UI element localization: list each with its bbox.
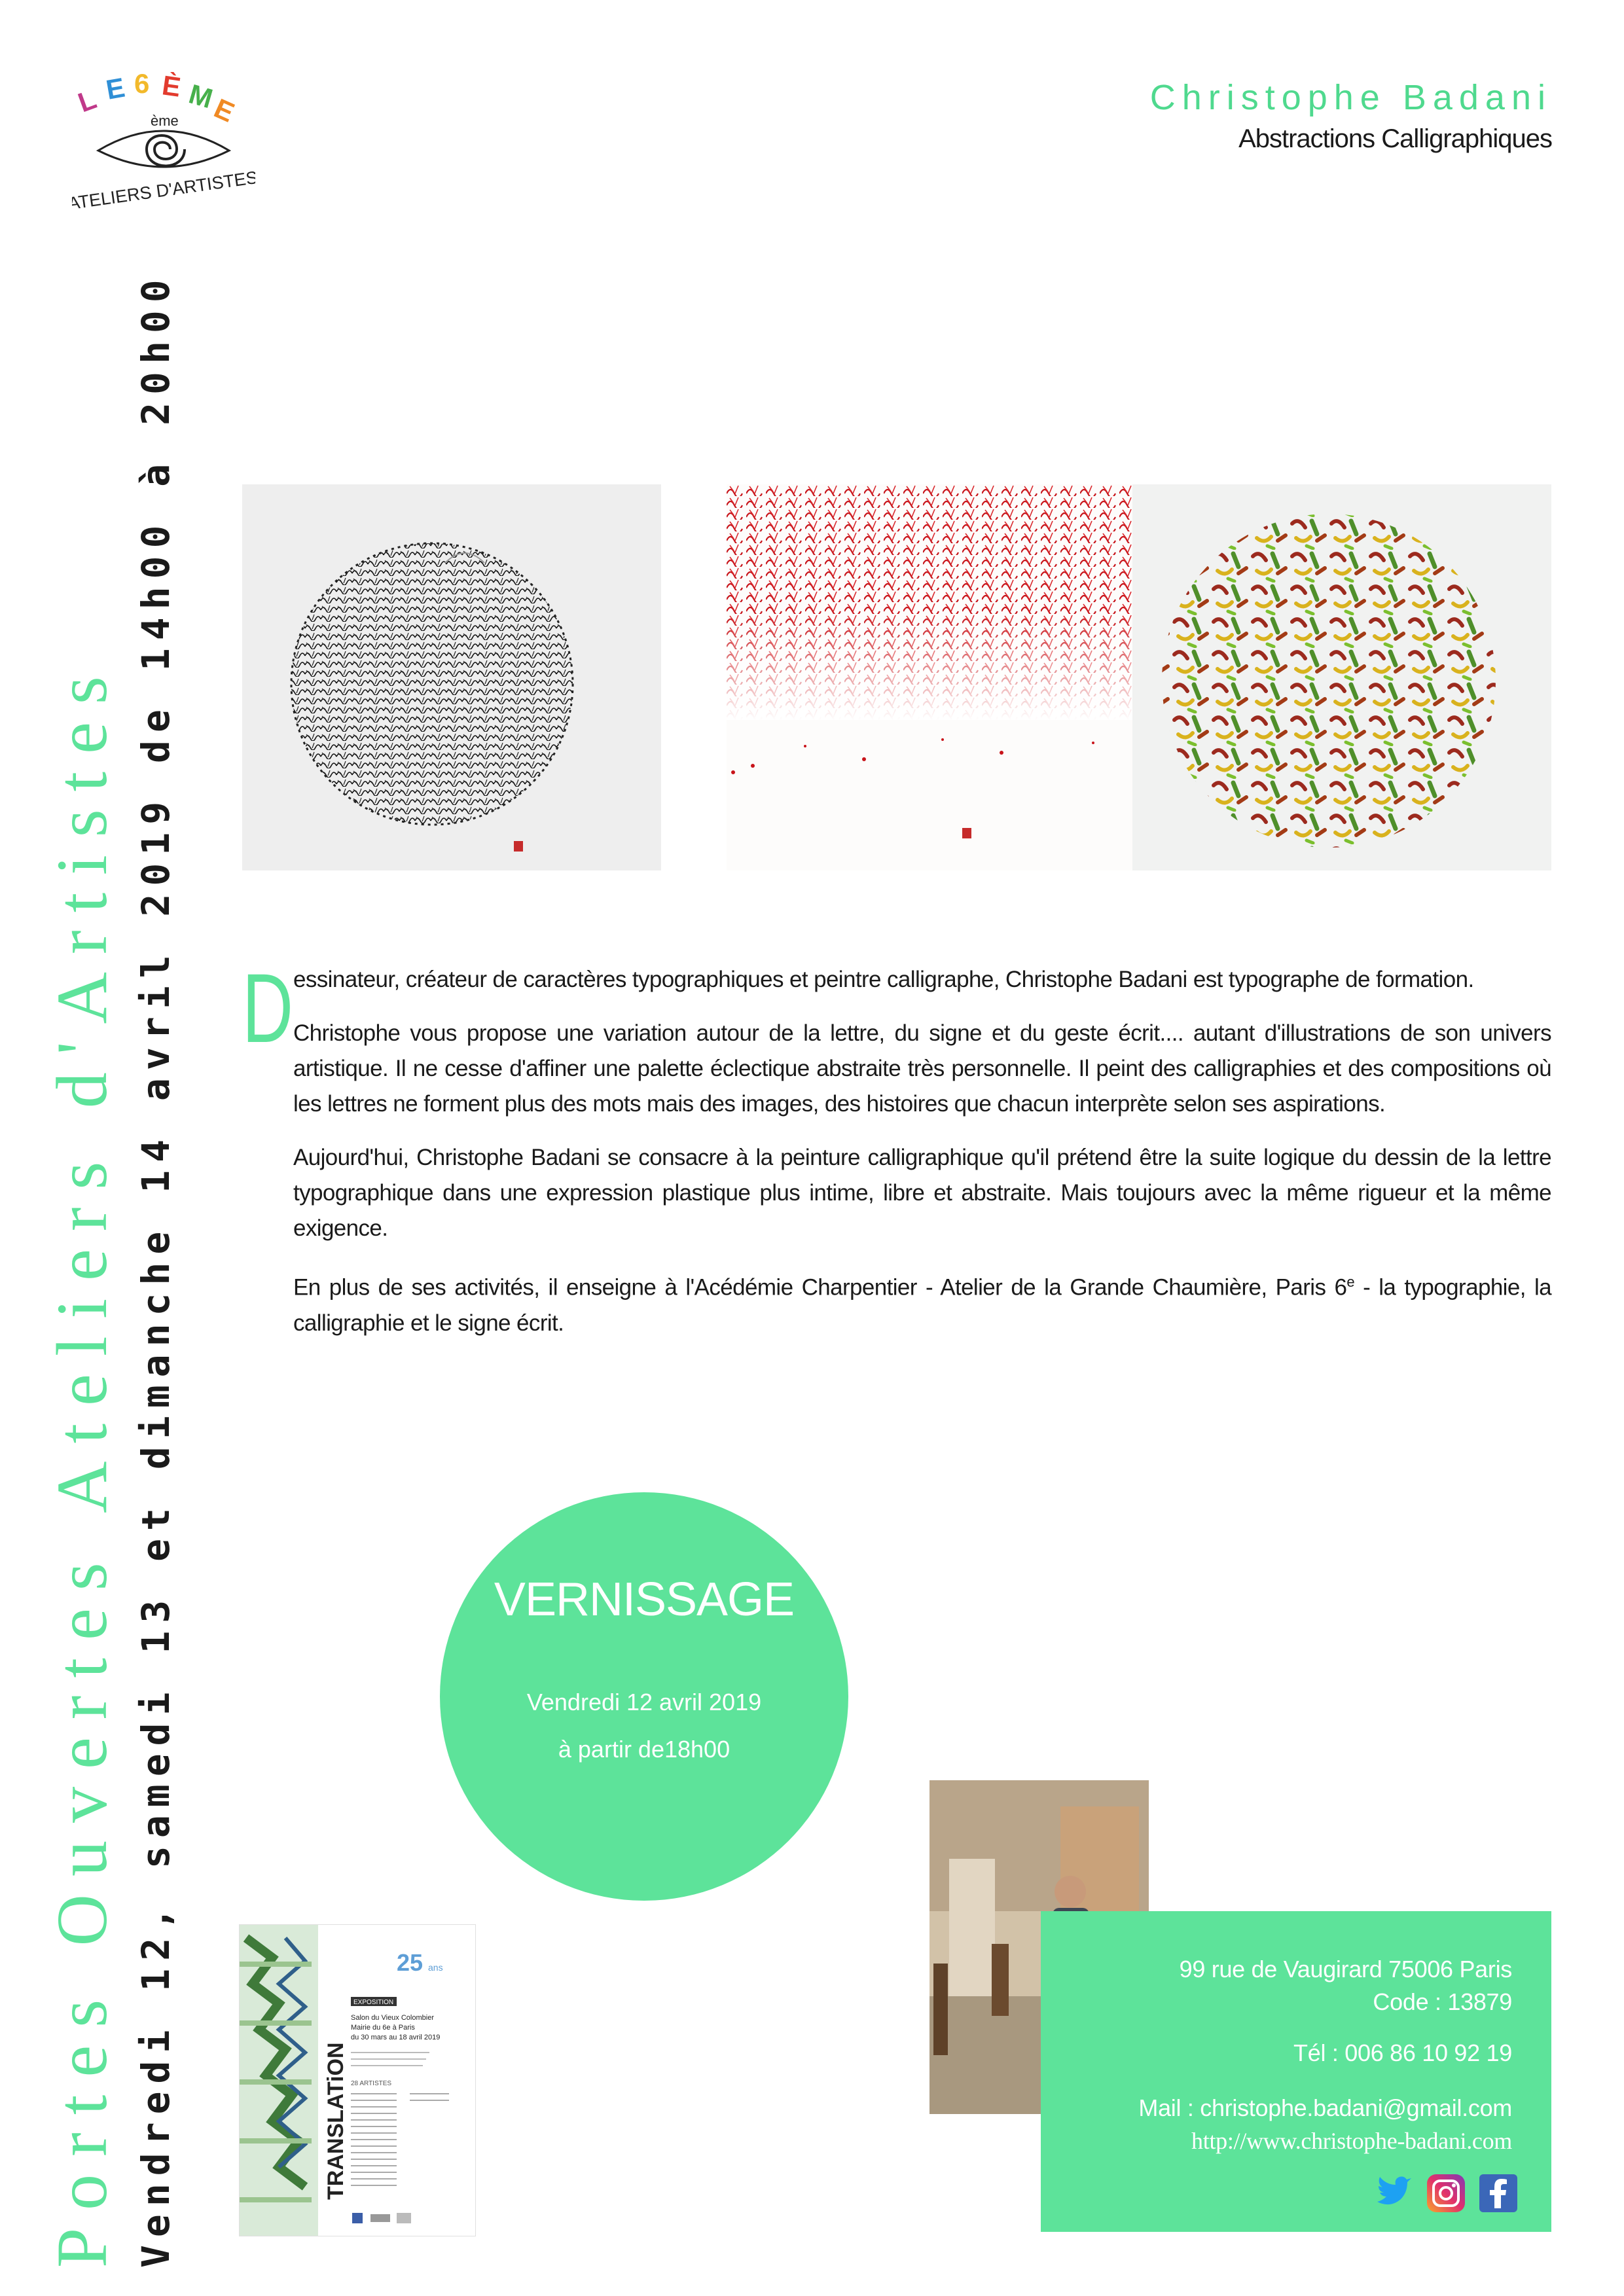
contact-phone[interactable]: Tél : 006 86 10 92 19 [1293,2039,1512,2066]
drop-cap: D [242,953,293,1063]
contact-email[interactable]: Mail : christophe.badani@gmail.com [1138,2094,1512,2121]
bio-paragraph-4 [293,1265,1551,1341]
poster-dates: du 30 mars au 18 avril 2019 [351,2034,441,2041]
logo [72,72,255,209]
logo-subtitle: ATELIERS D'ARTISTES [72,167,255,209]
contact-website[interactable]: http://www.christophe-badani.com [1191,2128,1512,2154]
logo-letter: E [209,92,240,128]
poster-artists-heading: 28 ARTISTES [351,2080,392,2087]
poster-venue: Salon du Vieux Colombier [351,2014,434,2022]
bio-paragraph-4-text: - la typographie, la calligraphie et le signe écrit. [293,1274,1551,1336]
poster-anniversary: 25 [397,1949,424,1976]
artwork-circle-calligraphy-black [242,484,661,870]
poster-place: Mairie du 6e à Paris [351,2024,415,2032]
bio-paragraph-3: Aujourd'hui, Christophe Badani se consacre à la peinture calligraphique qu'il prétend être la suite logique du dessin de la lettre typographique dans une expression plastique plus intime, libre et abstraite. Mais toujours avec la même rigueur et la même exigence. [293,1145,1551,1241]
vernissage-time: à partir de18h00 [558,1736,731,1763]
poster-title: TRANSLATiON [323,2042,348,2200]
side-banner [42,272,193,2268]
logo-letter: È [160,72,183,103]
instagram-icon[interactable] [1426,2173,1466,2214]
bio-paragraph-1: essinateur, créateur de caractères typographiques et peintre calligraphe, Christophe Badani est typographe de formation. [293,967,1474,992]
facebook-icon[interactable] [1478,2173,1519,2214]
contact-code: Code : 13879 [1373,1988,1512,2015]
bio-paragraph-4-text: En plus de ses activités, il enseigne à l'Acédémie Charpentier - Atelier de la Grande Chaumière, Paris 6 [293,1274,1347,1300]
artwork-circle-calligraphy-color [1132,484,1551,870]
social-links [1373,2173,1519,2214]
side-banner-title: Portes Ouvertes Ateliers d'Artistes [42,658,122,2268]
poster-heading: EXPOSITION [353,1999,394,2006]
contact-address: 99 rue de Vaugirard 75006 Paris [1179,1956,1512,1982]
exhibition-poster [239,1924,476,2236]
vernissage-badge [440,1492,848,1901]
twitter-icon[interactable] [1373,2173,1414,2214]
logo-letter: 6 [134,72,150,99]
bio-paragraph-2: Christophe vous propose une variation autour de la lettre, du signe et du geste écrit.... autant d'illustrations de son univers artistique. Il ne cesse d'affiner une palette éclectique abstraite très personnelle. Il peint des calligraphies et des compositions où les lettres ne forment plus des mots mais des images, des histoires que chacun interprète selon ses aspirations. [293,1020,1551,1117]
poster-anniversary-unit: ans [428,1962,443,1973]
artist-subtitle: Abstractions Calligraphiques [1238,124,1552,153]
logo-letter: L [74,83,101,118]
logo-letter: E [103,72,128,105]
logo-small-text: ème [151,113,179,129]
vernissage-title: VERNISSAGE [494,1573,795,1626]
artist-name: Christophe Badani [1149,78,1552,117]
contact-box [1041,1911,1551,2232]
logo-letter: M [185,78,217,115]
vernissage-date: Vendredi 12 avril 2019 [526,1689,762,1715]
side-banner-dates: Vendredi 12, samedi 13 et dimanche 14 avril 2019 de 14h00 à 20h00 [134,272,178,2268]
artwork-red-calligraphy [727,484,1146,870]
artist-biography [293,962,1551,1359]
ordinal-suffix: e [1346,1274,1354,1290]
